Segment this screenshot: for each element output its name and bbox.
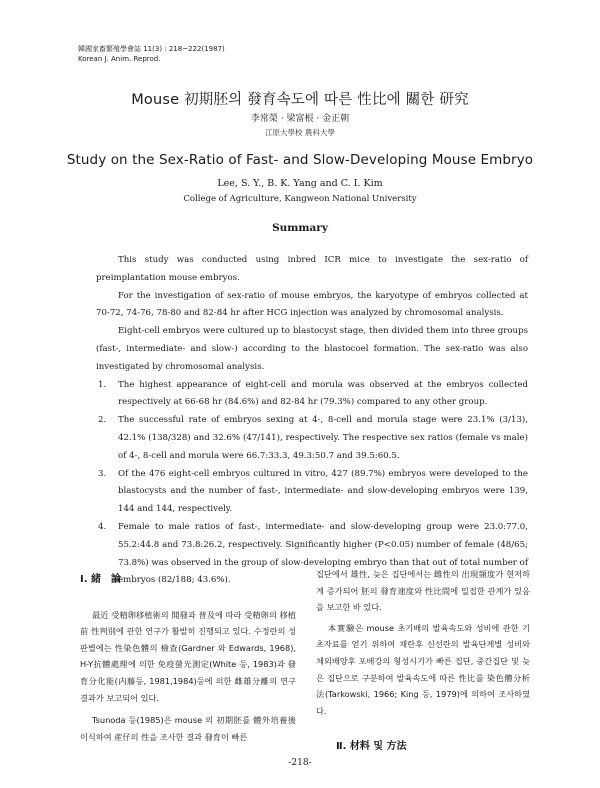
authors-korean: 李常榮 · 梁富根 · 金正朝 — [250, 114, 350, 124]
title-english: Study on the Sex-Ratio of Fast- and Slow-Developing Mouse Embryo — [66, 152, 534, 168]
section-heading-methods: Ⅱ. 材料 및 方法 — [336, 741, 407, 753]
result-item — [96, 412, 528, 465]
abstract-paragraph-1: This study was conducted using inbred ICR mice to investigate the sex-ratio of preimplantation mouse embryos. — [96, 255, 528, 283]
right-paragraph-1: 집단에서 雄性, 늦은 집단에서는 雌性의 出現頻度가 현저하게 증가되어 胚의 發育速度와 性比間에 밀접한 관계가 있음을 보고한 바 있다. — [316, 569, 530, 613]
abstract — [96, 252, 528, 590]
result-number: 2. — [98, 415, 107, 426]
section-heading-introduction: Ⅰ. 緒 論 — [80, 574, 122, 585]
journal-citation — [78, 44, 378, 64]
results-list — [96, 377, 528, 591]
journal-name-en: Korean J. Anim. Reprod. — [78, 55, 161, 63]
result-text: The successful rate of embryos sexing at 4-, 8-cell and morula stage were 23.1% (3/13), 42.1% (138/328) and 32.6% (47/141), respectively. The respective sex ratios (female vs male) of 4-, 8-cell and morula were 66.7:33.3, 49.3:50.7 and 39.5:60.5. — [118, 415, 528, 461]
abstract-paragraph-3: Eight-cell embryos were cultured up to blastocyst stage, then divided them into three groups (fast-, intermediate- and slow-) according to the blastocoel formation. The sex-ratio was also investigated by chromosomal analysis. — [96, 326, 528, 372]
right-column — [316, 566, 530, 774]
result-text: Of the 476 eight-cell embryos cultured in vitro, 427 (89.7%) embryos were developed to the blastocysts and the number of fast-, intermediate- and slow-developing embryos were 139, 144 and 144, respectively. — [118, 468, 528, 515]
result-number: 3. — [98, 468, 107, 479]
affiliation-korean: 江原大學校 農科大學 — [265, 128, 335, 137]
result-text: The highest appearance of eight-cell and morula was observed at the embryos collected respectively at 66-68 hr (84.6%) and 82-84 hr (79.3%) compared to any other group. — [118, 379, 528, 408]
result-number: 4. — [98, 521, 107, 532]
left-column — [80, 572, 296, 745]
result-text: Female to male ratios of fast-, intermediate- and slow-developing group were 23.0:77.0, 55.2:44.8 and 73.8:26.2, respectively. Significantly higher (P<0.05) number of female (48/65; 73.8%) was observed in the group of slow-developing embryo than that out of total number of embryos (82/188; 43.6%). — [118, 521, 528, 586]
journal-name-kr: 韓國家畜繁殖學會誌 11(3) : 218~222(1987) — [78, 45, 225, 53]
abstract-paragraph-2: For the investigation of sex-ratio of mouse embryos, the karyotype of embryos collected at 70-72, 74-76, 78-80 and 82-84 hr after HCG injection was analyzed by chromosomal analysis. — [96, 290, 528, 319]
result-number: 1. — [98, 379, 107, 390]
right-paragraph-2: 本實驗은 mouse 초기배의 발육속도와 성비에 관한 기초자료를 얻기 위하여 채란후 신선란의 발육단계별 성비와 체외배양후 포배강의 형성시기가 빠른 집단, 중간집단 및 늦은 집단으로 구분하여 발육속도에 따른 性比를 染色體分析法(Tarkowski, 1966; King 등, 1979)에 의하여 조사하였다. — [316, 622, 530, 716]
title-korean: Mouse 初期胚의 發育속도에 따른 性比에 關한 研究 — [131, 92, 469, 108]
affiliation-english: College of Agriculture, Kangweon National University — [183, 194, 417, 204]
authors-english: Lee, S. Y., B. K. Yang and C. I. Kim — [217, 178, 383, 189]
result-item — [96, 377, 528, 413]
page-number: -218- — [288, 758, 312, 768]
intro-paragraph-2: Tsunoda 등(1985)은 mouse 의 初期胚를 體外培養後 이식하여 産仔의 性을 조사한 결과 發育이 빠른 — [80, 715, 296, 742]
summary-heading: Summary — [272, 222, 328, 234]
result-item — [96, 466, 528, 519]
intro-paragraph-1: 最近 受精卵移植術의 開發과 普及에 따라 受精卵의 移植前 性判別에 관한 연구가 활발히 진행되고 있다. 수정란의 성판별에는 性染色體의 檢查(Gardner 와 Edwards, 1968), H-Y抗體處理에 의한 免疫螢光測定(White 등, 1983)과 發育分化能(内藤등, 1981,1984)등에 의한 雌雄分離의 연구결과가 보고되어 있다. — [80, 609, 296, 703]
